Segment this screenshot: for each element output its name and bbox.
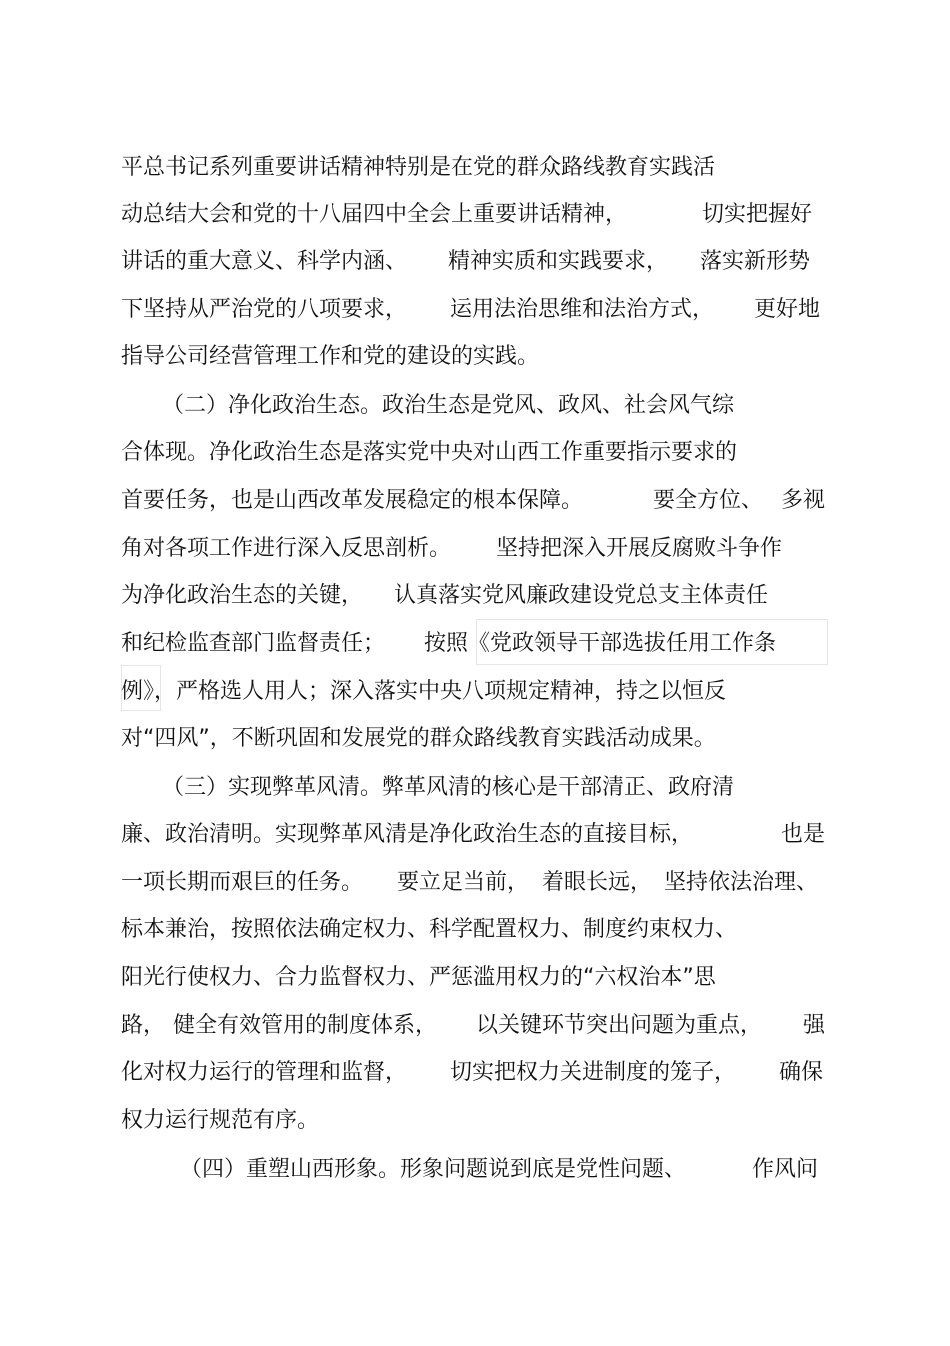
text-segment: 坚持依法治理、 [664,870,819,895]
text-segment: 指导公司经营管理工作和党的建设的实践。 [121,344,540,369]
text-segment: 例》，严格选人用人；深入落实中央八项规定精神，持之以恒反 [121,679,727,704]
text-segment: 权力运行规范有序。 [121,1108,320,1133]
text-segment: 更好地 [754,297,821,322]
text-line [0,1006,950,1046]
text-segment: 合体现。净化政治生态是落实党中央对山西工作重要指示要求的 [121,440,738,465]
text-segment: 也是 [781,822,826,847]
text-segment: （四）重塑山西形象。形象问题说到底是党性问题、 [180,1157,687,1182]
text-line [0,529,950,569]
text-line [0,242,950,282]
text-line [0,672,950,712]
text-segment: 落实新形势 [700,249,811,274]
text-segment: 动总结大会和党的十八届四中全会上重要讲话精神， [121,202,628,227]
text-line [0,290,950,330]
text-line [0,337,950,377]
text-line [0,910,950,950]
text-line [0,1150,950,1190]
text-line [0,768,950,808]
text-segment: 运用法治思维和法治方式， [450,297,715,322]
text-segment: 对“四风”，不断巩固和发展党的群众路线教育实践活动成果。 [121,726,716,751]
text-segment: 下坚持从严治党的八项要求， [121,297,408,322]
text-line [0,1053,950,1093]
text-segment: 作风问 [752,1157,819,1182]
text-line [0,815,950,855]
text-line [0,1101,950,1141]
text-segment: 切实把权力关进制度的笼子， [450,1060,737,1085]
text-segment: 路， [121,1013,166,1038]
text-segment: 强 [803,1013,826,1038]
text-segment: 按照《党政领导干部选拔任用工作条 [424,631,777,656]
text-line [0,719,950,759]
text-segment: 一项长期而艰巨的任务。 [121,870,364,895]
text-line [0,386,950,426]
text-segment: 廉、政治清明。实现弊革风清是净化政治生态的直接目标， [121,822,694,847]
text-segment: 健全有效管用的制度体系， [173,1013,438,1038]
text-line [0,195,950,235]
text-segment: 切实把握好 [702,202,813,227]
text-segment: 要全方位、 [653,488,764,513]
text-segment: 首要任务，也是山西改革发展稳定的根本保障。 [121,488,584,513]
text-line [0,576,950,616]
text-line [0,863,950,903]
text-segment: 坚持把深入开展反腐败斗争作 [496,536,783,561]
text-segment: （三）实现弊革风清。弊革风清的核心是干部清正、政府清 [162,775,735,800]
text-segment: （二）净化政治生态。政治生态是党风、政风、社会风气综 [162,393,735,418]
text-segment: 平总书记系列重要讲话精神特别是在党的群众路线教育实践活 [121,155,716,180]
text-segment: 以关键环节突出问题为重点， [476,1013,763,1038]
text-segment: 多视 [781,488,826,513]
text-segment: 讲话的重大意义、科学内涵、 [121,249,408,274]
text-segment: 认真落实党风廉政建设党总支主体责任 [394,583,769,608]
text-line [0,148,950,188]
text-line [0,958,950,998]
text-segment: 为净化政治生态的关键， [121,583,364,608]
text-line [0,624,950,664]
text-segment: 和纪检监查部门监督责任； [121,631,386,656]
text-segment: 着眼长远， [542,870,653,895]
text-line [0,433,950,473]
text-line [0,481,950,521]
text-segment: 角对各项工作进行深入反思剖析。 [121,536,452,561]
text-segment: 精神实质和实践要求， [448,249,669,274]
text-segment: 标本兼治，按照依法确定权力、科学配置权力、制度约束权力、 [121,917,738,942]
text-segment: 确保 [779,1060,824,1085]
text-segment: 要立足当前， [397,870,530,895]
text-segment: 阳光行使权力、合力监督权力、严惩滥用权力的“六权治本”思 [121,965,716,990]
text-segment: 化对权力运行的管理和监督， [121,1060,408,1085]
